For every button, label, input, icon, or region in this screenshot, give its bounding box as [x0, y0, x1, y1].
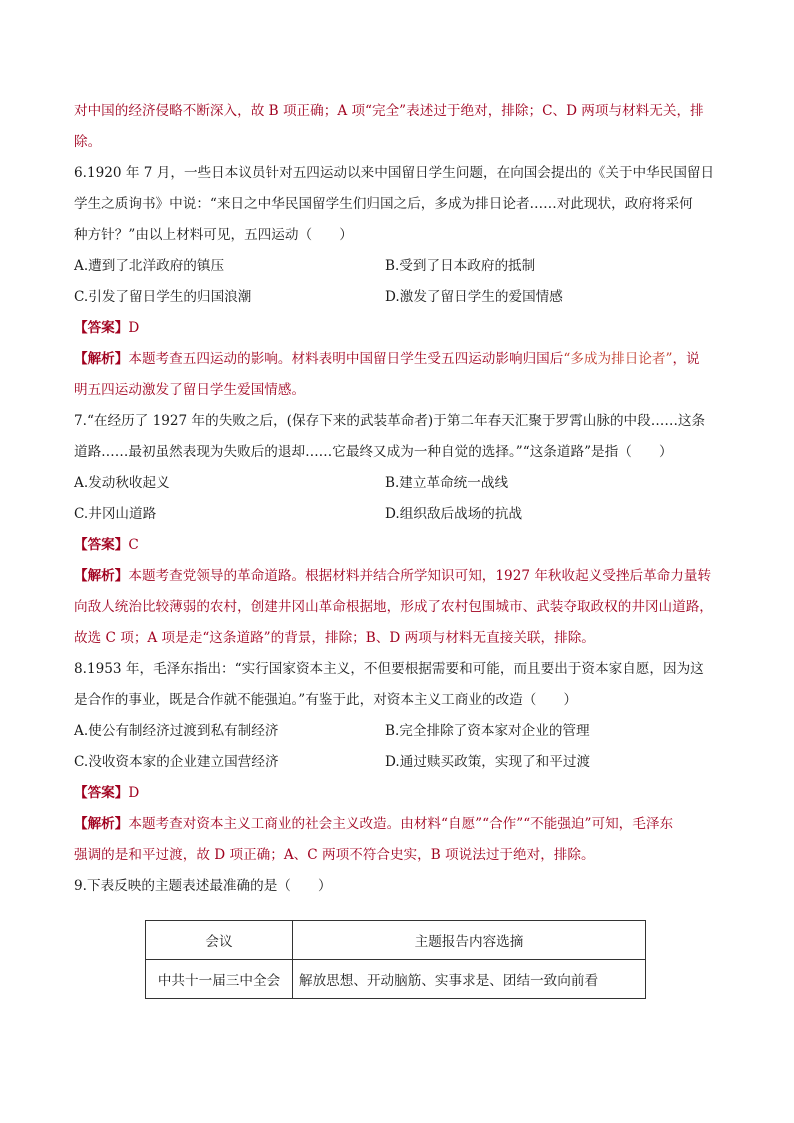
- question-7-explanation: [74, 561, 724, 592]
- option: A.发动秋收起义: [74, 475, 170, 491]
- explanation-text: 本题考查对资本主义工商业的社会主义改造。由材料“自愿”“合作”“不能强迫”可知，毛泽东: [128, 816, 674, 832]
- question-7-options: [74, 468, 724, 530]
- question-7-explanation: 故选 C 项；A 项是走“这条道路”的背景，排除；B、D 两项与材料无直接关联，排除。: [74, 630, 595, 646]
- answer-value: C: [128, 537, 139, 553]
- question-7-stem: 道路……最初虽然表现为失败后的退却……它最终又成为一种自觉的选择。”“这条道路”是指（ ）: [74, 444, 673, 460]
- question-8-explanation: [74, 809, 724, 840]
- question-8-stem: 是合作的事业，既是合作就不能强迫。”有鉴于此，对资本主义工商业的改造（ ）: [74, 692, 578, 708]
- answer-value: D: [128, 785, 140, 801]
- option: B.完全排除了资本家对企业的管理: [385, 723, 590, 739]
- question-6-explanation: 明五四运动激发了留日学生爱国情感。: [74, 382, 306, 398]
- question-8-stem: 8.1953 年，毛泽东指出：“实行国家资本主义，不但要根据需要和可能，而且要出于资本家自愿，因为这: [74, 661, 704, 677]
- explanation-text: 本题考查五四运动的影响。材料表明中国留日学生受五四运动影响归国后: [128, 351, 564, 367]
- explanation-tag: 【解析】: [74, 816, 129, 832]
- question-6-options: [74, 251, 724, 313]
- table-header-row: [146, 921, 646, 960]
- question-9-stem: 9.下表反映的主题表述最准确的是（ ）: [74, 878, 332, 894]
- table-header: 主题报告内容选摘: [293, 921, 646, 960]
- question-7-explanation: 向敌人统治比较薄弱的农村，创建井冈山革命根据地，形成了农村包围城市、武装夺取政权的井冈山道路，: [74, 599, 713, 615]
- explanation-text: 本题考查党领导的革命道路。根据材料并结合所学知识可知，1927 年秋收起义受挫后革命力量转: [128, 568, 712, 584]
- document-body: [74, 96, 724, 902]
- option: C.没收资本家的企业建立国营经济: [74, 754, 279, 770]
- option: D.组织敌后战场的抗战: [385, 506, 523, 522]
- question-6-answer: [74, 313, 724, 344]
- table-cell: 中共十一届三中全会: [146, 960, 293, 999]
- question-7-stem: 7.“在经历了 1927 年的失败之后，(保存下来的武装革命者)于第二年春天汇聚于罗霄山脉的中段……这条: [74, 413, 706, 429]
- answer-tag: 【答案】: [74, 785, 129, 801]
- explanation-text: ，说: [672, 351, 700, 367]
- option: C.引发了留日学生的归国浪潮: [74, 289, 252, 305]
- table-row: [146, 960, 646, 999]
- question-6-stem: 6.1920 年 7 月，一些日本议员针对五四运动以来中国留日学生问题，在向国会提出的《关于中华民国留日: [74, 165, 715, 181]
- option: B.受到了日本政府的抵制: [385, 258, 536, 274]
- question-8-answer: [74, 778, 724, 809]
- answer-tag: 【答案】: [74, 537, 129, 553]
- question-8-explanation: 强调的是和平过渡，故 D 项正确；A、C 两项不符合史实，B 项说法过于绝对，排除。: [74, 847, 595, 863]
- option: A.使公有制经济过渡到私有制经济: [74, 723, 279, 739]
- continuation-line: 除。: [74, 134, 102, 150]
- explanation-tag: 【解析】: [74, 568, 129, 584]
- continuation-line: 对中国的经济侵略不断深入，故 B 项正确；A 项“完全”表述过于绝对，排除；C、D 两项与材料无关，排: [74, 103, 704, 119]
- question-8-options: [74, 716, 724, 778]
- option: D.激发了留日学生的爱国情感: [385, 289, 563, 305]
- option: A.遭到了北洋政府的镇压: [74, 258, 225, 274]
- explanation-tag: 【解析】: [74, 351, 129, 367]
- answer-tag: 【答案】: [74, 320, 129, 336]
- option: B.建立革命统一战线: [385, 475, 509, 491]
- question-6-explanation: [74, 344, 724, 375]
- question-6-stem: 种方针？”由以上材料可见，五四运动（ ）: [74, 227, 353, 243]
- explanation-quote: “多成为排日论者”: [563, 351, 673, 367]
- question-9-table: [145, 920, 646, 999]
- question-7-answer: [74, 530, 724, 561]
- option: D.通过赎买政策，实现了和平过渡: [385, 754, 591, 770]
- option: C.井冈山道路: [74, 506, 157, 522]
- answer-value: D: [128, 320, 140, 336]
- question-6-stem: 学生之质询书》中说：“来日之中华民国留学生们归国之后，多成为排日论者……对此现状，政府将采何: [74, 196, 693, 212]
- table-header: 会议: [146, 921, 293, 960]
- table-cell: 解放思想、开动脑筋、实事求是、团结一致向前看: [293, 960, 646, 999]
